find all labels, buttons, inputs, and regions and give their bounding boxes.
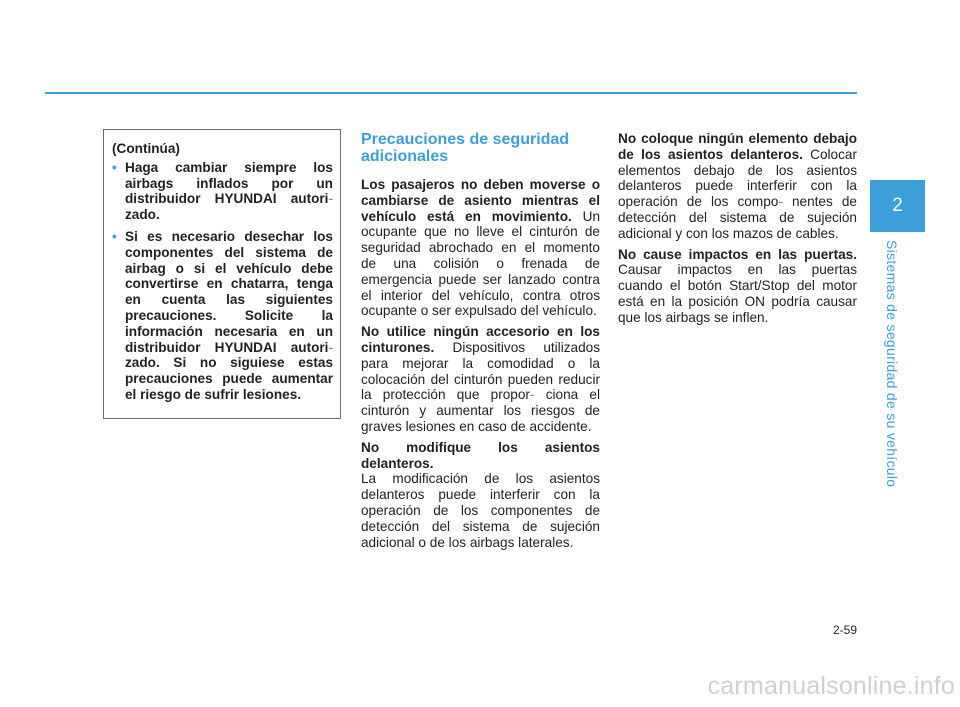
paragraph-lead: No cause impactos en las puertas. (618, 246, 857, 262)
bullet-text: Si es necesario desechar los componentes del sistema de airbag o si el vehículo debe convertirse en chatarra, tenga en cuenta las siguientes precauciones. Solicite la información necesaria en un distribuidor HYUNDAI autori (125, 228, 333, 355)
page-number: 2-59 (832, 623, 857, 637)
hyphen-mark: - (529, 387, 535, 403)
watermark: carmanualsonline.info (707, 672, 955, 700)
hyphen-mark: - (328, 339, 333, 355)
paragraph-under-seats (618, 131, 857, 242)
paragraph-lead: No modifique los asientos delanteros. (361, 439, 600, 471)
bullet-text: Haga cambiar siempre los airbags inflados por un distribuidor HYUNDAI autori (125, 159, 333, 207)
paragraph-seats (361, 440, 600, 551)
bullet-dot-icon: • (112, 228, 117, 244)
paragraph-body: Un ocupante que no lleve el cinturón de seguridad abrochado en el momento de una colisión o frenada de emergencia puede ser lanzado contra el interior del vehículo, contra otros ocupante o ser expulsado del vehículo. (361, 208, 601, 319)
paragraph-body-tail: nentes de detección del sistema de sujeción adicional y con los mazos de cables. (618, 194, 857, 241)
section-title: Precauciones de seguridad adicionales (361, 131, 570, 165)
box-bullet-1 (112, 160, 333, 223)
paragraph-body: La modificación de los asientos delanteros puede interferir con la operación de los componentes de detección del sistema de sujeción adicional o de los airbags laterales. (361, 471, 600, 550)
bullet-text-tail: zado. (125, 207, 160, 223)
bullet-dot-icon: • (112, 159, 117, 175)
warning-box (103, 129, 341, 419)
chapter-title: Sistemas de seguridad de su vehículo (884, 240, 900, 488)
hyphen-mark: - (778, 194, 783, 210)
paragraph-lead: No coloque ningún elemento debajo de los asientos delanteros. (618, 131, 857, 162)
paragraph-doors (618, 247, 857, 326)
paragraph-body: Colocar elementos debajo de los asientos delanteros puede interferir con la operación de los compo (618, 146, 857, 210)
hyphen-mark: - (328, 191, 333, 207)
paragraph-body: Dispositivos utilizados para mejorar la comodidad o la colocación del cinturón pueden reducir la protección que propor (361, 339, 600, 403)
paragraph-body-tail: ciona el cinturón y aumentar los riesgos de graves lesiones en caso de accidente. (361, 387, 601, 434)
paragraph-passengers (361, 177, 600, 319)
paragraph-lead: No utilice ningún accesorio en los cinturones. (361, 324, 600, 355)
chapter-tab: 2 (870, 180, 925, 232)
bullet-text-tail: zado. Si no siguiese estas precauciones puede aumentar el riesgo de sufrir lesiones. (125, 355, 333, 402)
paragraph-lead: Los pasajeros no deben moverse o cambiarse de asiento mientras el vehículo está en movimiento. (361, 177, 600, 224)
column-right (618, 131, 857, 331)
paragraph-body: Causar impactos en las puertas cuando el botón Start/Stop del motor está en la posición ON podría causar que los airbags se inflen. (618, 262, 857, 325)
paragraph-accessories (361, 324, 600, 435)
column-middle (361, 131, 600, 555)
box-bullet-2 (112, 229, 333, 403)
box-title: (Continúa) (112, 141, 180, 156)
header-rule (45, 92, 857, 94)
